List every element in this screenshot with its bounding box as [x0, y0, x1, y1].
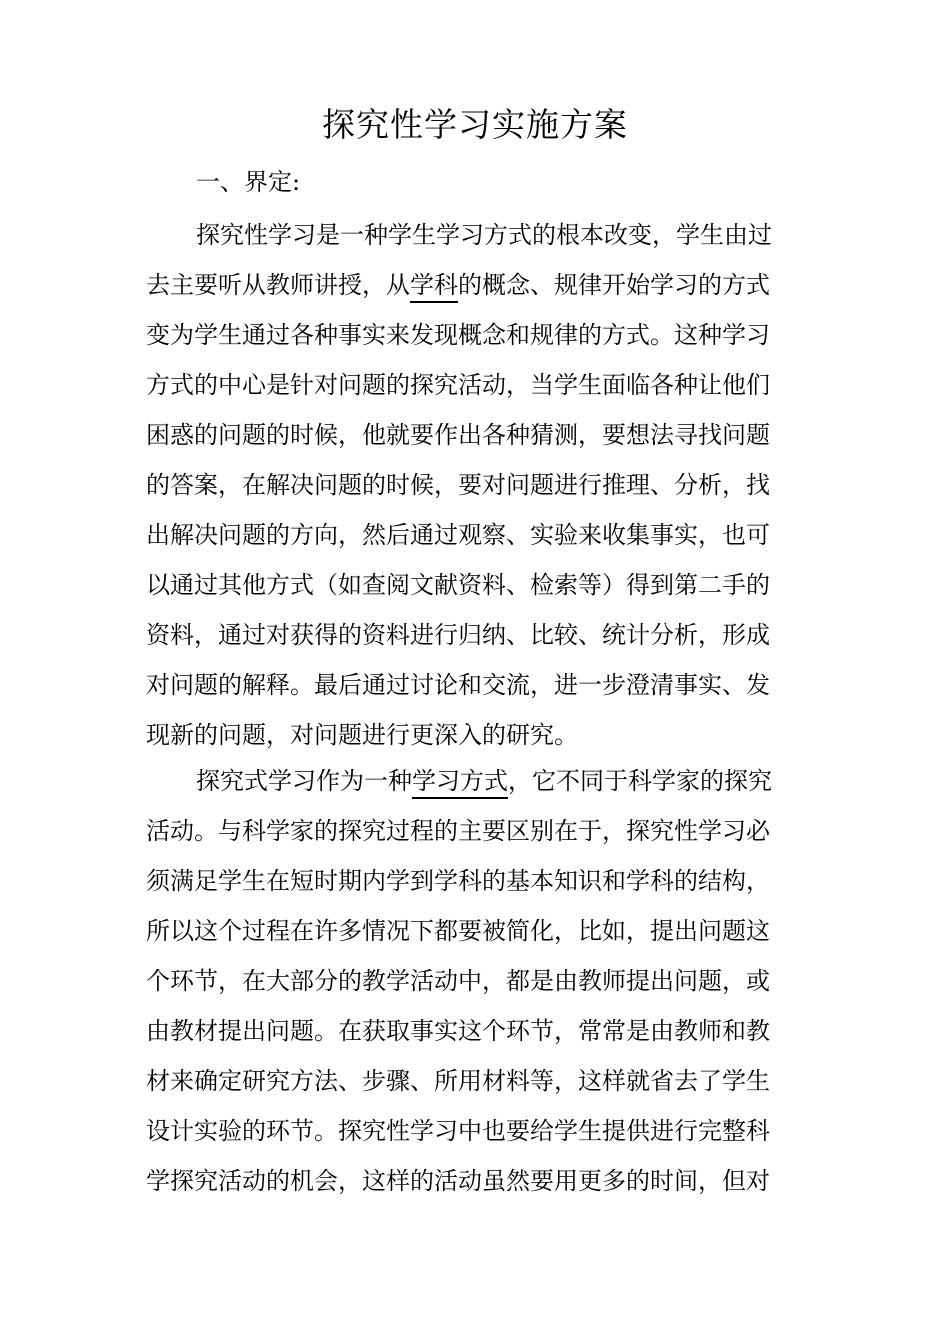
paragraph-definition	[146, 210, 812, 760]
paragraph-line: 所以这个过程在许多情况下都要被简化，比如，提出问题这	[146, 917, 770, 945]
paragraph-line: 现新的问题，对问题进行更深入的研究。	[146, 721, 578, 749]
underlined-term: 学科	[410, 271, 458, 303]
text-run: 探究式学习作为一种	[196, 767, 412, 795]
section-heading: 一、界定:	[196, 168, 301, 196]
text-run: 的概念、规律开始学习的方式	[458, 271, 770, 299]
paragraph-line: 资料，通过对获得的资料进行归纳、比较、统计分析，形成	[146, 621, 770, 649]
text-run: ，它不同于科学家的探究	[508, 767, 772, 795]
paragraph-line: 出解决问题的方向，然后通过观察、实验来收集事实，也可	[146, 521, 770, 549]
paragraph-line: 方式的中心是针对问题的探究活动，当学生面临各种让他们	[146, 371, 770, 399]
text-run: 去主要听从教师讲授，从	[146, 271, 410, 299]
paragraph-line: 活动。与科学家的探究过程的主要区别在于，探究性学习必	[146, 817, 770, 845]
paragraph-line: 的答案，在解决问题的时候，要对问题进行推理、分析，找	[146, 471, 770, 499]
paragraph-line: 材来确定研究方法、步骤、所用材料等，这样就省去了学生	[146, 1067, 770, 1095]
paragraph-line: 个环节，在大部分的教学活动中，都是由教师提出问题，或	[146, 967, 770, 995]
paragraph-line: 困惑的问题的时候，他就要作出各种猜测，要想法寻找问题	[146, 421, 770, 449]
paragraph-comparison	[146, 756, 812, 1206]
page-title: 探究性学习实施方案	[322, 105, 628, 144]
paragraph-line: 变为学生通过各种事实来发现概念和规律的方式。这种学习	[146, 321, 770, 349]
paragraph-line: 学探究活动的机会，这样的活动虽然要用更多的时间，但对	[146, 1167, 770, 1195]
paragraph-line: 设计实验的环节。探究性学习中也要给学生提供进行完整科	[146, 1117, 770, 1145]
paragraph-line: 探究性学习是一种学生学习方式的根本改变，学生由过	[196, 221, 772, 249]
paragraph-line: 须满足学生在短时期内学到学科的基本知识和学科的结构，	[146, 867, 770, 895]
paragraph-line	[146, 260, 812, 310]
underlined-term: 学习方式	[412, 767, 508, 799]
paragraph-line: 以通过其他方式（如查阅文献资料、检索等）得到第二手的	[146, 571, 770, 599]
paragraph-line: 由教材提出问题。在获取事实这个环节，常常是由教师和教	[146, 1017, 770, 1045]
paragraph-line: 对问题的解释。最后通过讨论和交流，进一步澄清事实、发	[146, 671, 770, 699]
paragraph-line	[146, 756, 812, 806]
